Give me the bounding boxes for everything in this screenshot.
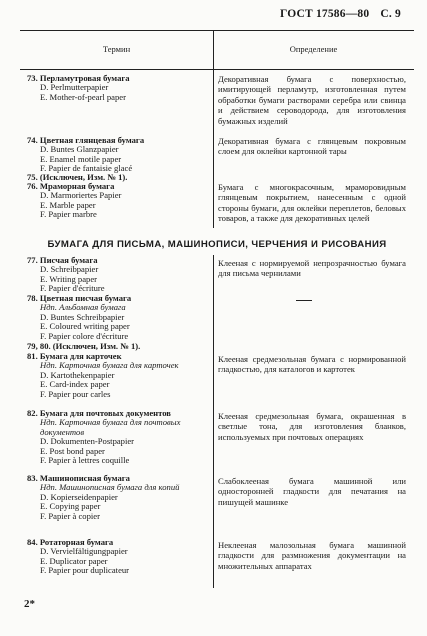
standard-number: ГОСТ 17586—80: [279, 8, 370, 20]
term-entry-76: [27, 182, 207, 220]
term-variant: E. Card-index paper: [40, 379, 110, 390]
term-title: 78. Цветная писчая бумага: [27, 293, 132, 303]
signature-mark: 2*: [24, 598, 35, 610]
term-entry-78: [27, 294, 207, 341]
term-title: 76. Мраморная бумага: [27, 181, 115, 191]
term-title: 82. Бумага для почтовых документов: [27, 408, 171, 418]
term-variant: F. Papier d'écriture: [40, 283, 105, 294]
term-variant: F. Papier marbre: [40, 209, 97, 220]
term-variant: D. Schreibpapier: [40, 264, 99, 275]
term-variant: D. Buntes Schreibpapier: [40, 311, 125, 322]
definition-78-dash: [296, 300, 312, 301]
column-divider: [213, 68, 214, 228]
definition-74: Декоративная бумага с глянцевым покровным слоем для оклейки картонной тары: [218, 136, 406, 157]
definition-82: Клееная средмезольная бумага, окрашенная в светлые тона, для изготовления бланков, используемых при почтовых операциях: [218, 411, 406, 442]
column-header-definition: Определение: [289, 44, 338, 54]
definition-73: Декоративная бумага с поверхностью, имитирующей перламутр, изготовленная путем обработки бумаги растворами серебра или свинца и действием сероводорода, для изготовления бумажных изделий: [218, 74, 406, 126]
term-variant: D. Dokumenten-Postpapier: [40, 436, 135, 447]
table-header: [20, 30, 414, 70]
term-variant: E. Writing paper: [40, 273, 98, 284]
term-variant: F. Papier colore d'écriture: [40, 330, 129, 341]
term-variant: D. Buntes Glanzpapier: [40, 144, 119, 155]
term-title: 81. Бумага для карточек: [27, 351, 122, 361]
term-variant: D. Kopierseidenpapier: [40, 491, 118, 502]
definition-81: Клееная средмезольная бумага с нормированной гладкостью, для каталогов и картотек: [218, 354, 406, 375]
section-title: БУМАГА ДЛЯ ПИСЬМА, МАШИНОПИСИ, ЧЕРЧЕНИЯ И РИСОВАНИЯ: [47, 239, 387, 250]
column-divider: [213, 255, 214, 588]
definition-83: Слабоклееная бумага машинной или односторонней гладкости для печатания на пишущей машинке: [218, 476, 406, 507]
term-variant: D. Vervielfältigungpapier: [40, 546, 128, 557]
term-variant: E. Marble paper: [40, 199, 96, 210]
term-variant: F. Papier de fantaisie glacé: [40, 163, 133, 174]
term-title: 79, 80. (Исключен, Изм. № 1).: [27, 341, 141, 351]
term-entry-81: [27, 352, 207, 399]
term-entry-83: [27, 474, 207, 521]
term-title: 84. Ротаторная бумага: [27, 537, 114, 547]
page-number: С. 9: [380, 8, 401, 20]
term-title: 73. Перламутровая бумага: [27, 73, 130, 83]
term-entry-73: [27, 74, 207, 102]
term-entry-77: [27, 256, 207, 294]
definition-77: Клееная с нормируемой непрозрачностью бумага для письма чернилами: [218, 258, 406, 279]
term-title: 74. Цветная глянцевая бумага: [27, 135, 145, 145]
deprecated-term: Ндп. Карточная бумага для почтовых документов: [40, 417, 181, 437]
column-header-term: Термин: [102, 44, 131, 54]
term-variant: E. Enamel motile paper: [40, 153, 122, 164]
term-variant: E. Post bond paper: [40, 445, 105, 456]
term-entry-74: [27, 136, 207, 174]
term-title: 75. (Исключен, Изм. № 1).: [27, 172, 128, 182]
term-entry-79-80: [27, 342, 207, 351]
definition-76: Бумага с многокрасочным, мраморовидным глянцевым покрытием, нанесенным с одной стороны бумаги, для оклейки переплетов, беловых товаров, а также для декоративных целей: [218, 182, 406, 224]
term-variant: D. Marmoriertes Papier: [40, 190, 122, 201]
term-variant: F. Papier à lettres coquille: [40, 455, 130, 466]
term-variant: D. Perlmutterpapier: [40, 82, 109, 93]
term-variant: E. Duplicator paper: [40, 555, 108, 566]
term-variant: D. Kartothekenpapier: [40, 369, 115, 380]
term-variant: F. Papier pour duplicateur: [40, 565, 130, 576]
term-variant: F. Papier pour carles: [40, 388, 111, 399]
term-entry-84: [27, 538, 207, 576]
term-variant: [27, 418, 207, 437]
term-variant: E. Mother-of-pearl paper: [40, 91, 126, 102]
deprecated-term: Ндп. Альбомная бумага: [40, 302, 126, 313]
term-variant: E. Copying paper: [40, 501, 101, 512]
definition-84: Неклееная малозольная бумага машинной гладкости для размножения документации на множительных аппаратах: [218, 540, 406, 571]
deprecated-term: Ндп. Карточная бумага для карточек: [40, 360, 179, 371]
term-variant: E. Coloured writing paper: [40, 321, 130, 332]
term-title: 83. Машинописная бумага: [27, 473, 130, 483]
term-variant: F. Papier à copier: [40, 510, 100, 521]
term-title: 77. Писчая бумага: [27, 255, 98, 265]
deprecated-term: Ндп. Машинописная бумага для копий: [40, 482, 180, 493]
page-header: [280, 8, 401, 20]
term-entry-82: [27, 409, 207, 465]
